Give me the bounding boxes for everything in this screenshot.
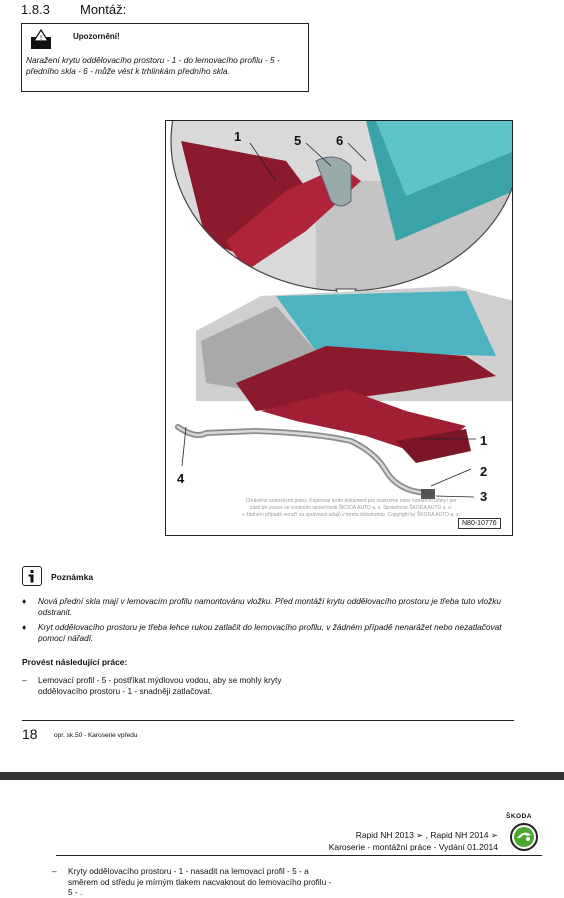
skoda-logo-icon <box>510 823 538 851</box>
bullet-mark: ♦ <box>22 596 27 606</box>
model-line: Rapid NH 2013 ➢ , Rapid NH 2014 ➢ <box>355 830 498 840</box>
figure-code: N80-10776 <box>458 518 501 529</box>
callout-4: 4 <box>177 471 185 486</box>
step-item <box>52 866 352 896</box>
page-number: 18 <box>22 726 38 742</box>
callout-5: 5 <box>294 133 302 148</box>
page-separator <box>0 772 564 780</box>
section-number: 1.8.3 <box>21 2 50 17</box>
assembly-figure <box>165 120 513 536</box>
copyright-watermark: Chráněno autorskými právy. Kopírovat tento dokument pro soukromé nebo komerční účely i jen části lze pouze se svolením společnosti ŠKODA AUTO a. s. Společnost ŠKODA AUTO a. s. v žádném případě neručí za správnost údajů v tomto dokumentu. Copyright by ŠKODA AUTO a. s. <box>242 498 460 518</box>
header-rule <box>56 855 542 856</box>
callout-1-top: 1 <box>234 129 242 144</box>
note-bullet-text: Nová přední skla mají v lemovacím profilu namontovánu vložku. Před montáží krytu oddělovacího prostoru je třeba tuto vložku odstranit. <box>38 596 502 617</box>
note-title: Poznámka <box>51 572 94 582</box>
note-bullet <box>22 622 522 644</box>
footer-rule <box>22 720 514 721</box>
step-text: Lemovací profil - 5 - postříkat mýdlovou vodou, aby se mohly kryty oddělovacího prostoru - 1 - snadněji zatlačovat. <box>38 675 282 696</box>
step-dash: – <box>22 675 27 685</box>
warning-text: Naražení krytu oddělovacího prostoru - 1 - do lemovacího profilu - 5 - předního skla - 6 - může vést k trhlinkám předního skla. <box>26 55 280 76</box>
note-bullet <box>22 596 522 618</box>
steps-heading: Provést následující práce: <box>22 657 128 667</box>
callout-3: 3 <box>480 489 488 504</box>
bullet-mark: ♦ <box>22 622 27 632</box>
warning-title: Upozornění! <box>73 32 120 41</box>
section-title: Montáž: <box>80 2 127 17</box>
step-text: Kryty oddělovacího prostoru - 1 - nasadit na lemovací profil - 5 - a směrem od středu je mírným tlakem nacvaknout do lemovacího profilu - 5 - . <box>68 866 332 897</box>
step-dash: – <box>52 866 57 876</box>
callout-2: 2 <box>480 464 488 479</box>
info-icon <box>22 566 42 586</box>
figure-drawing <box>166 121 513 536</box>
callout-1-bottom: 1 <box>480 433 488 448</box>
step-item <box>22 675 322 697</box>
svg-text:!: ! <box>39 34 43 42</box>
note-bullet-text: Kryt oddělovacího prostoru je třeba lehce rukou zatlačit do lemovacího profilu, v žádném případě nenarážet nebo nezatlačovat pomocí nářadí. <box>38 622 502 643</box>
callout-6: 6 <box>336 133 344 148</box>
warning-box <box>21 23 309 92</box>
manual-line: Karoserie - montážní práce - Vydání 01.2014 <box>328 842 498 852</box>
warning-hand-icon <box>31 29 51 49</box>
brand-wordmark: ŠKODA <box>506 813 532 820</box>
footer-text: opr. sk.50 - Karoserie vpředu <box>54 732 138 739</box>
